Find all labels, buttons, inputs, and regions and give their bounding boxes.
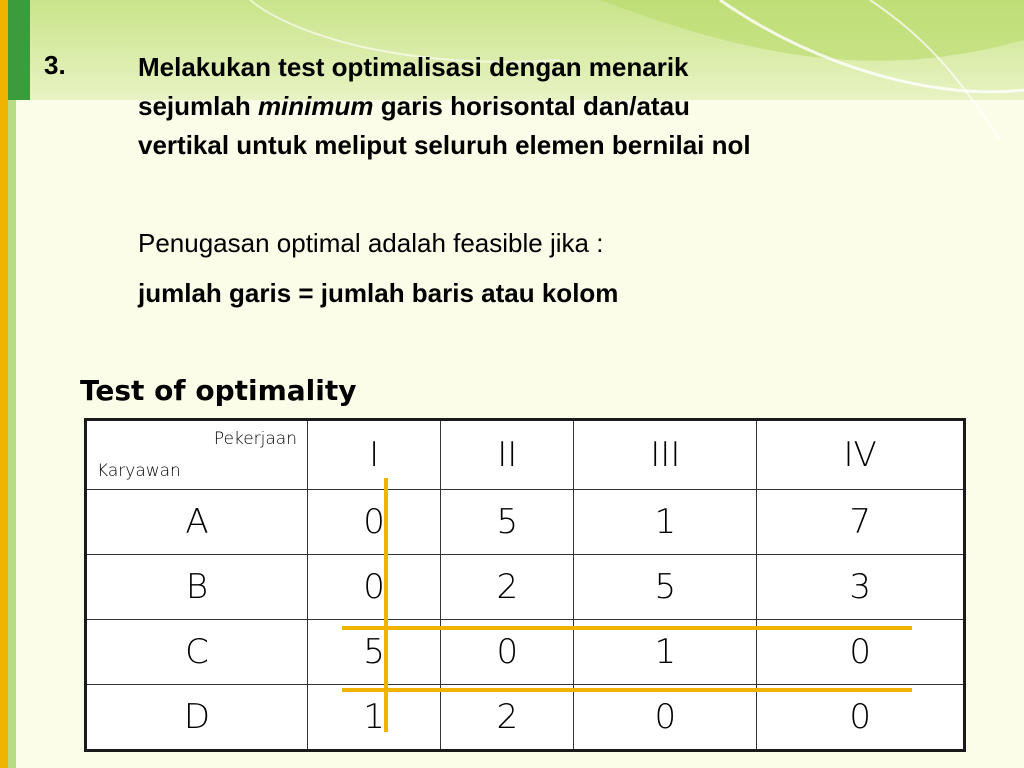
row-label: C: [86, 620, 308, 685]
corner-label-job: Pekerjaan: [213, 429, 297, 449]
table-row: [86, 620, 965, 685]
condition-text: Penugasan optimal adalah feasible jika :: [138, 228, 604, 258]
table-cell: 0: [757, 685, 965, 751]
row-label: B: [86, 555, 308, 620]
table-cell: 7: [757, 490, 965, 555]
table-header-row: [86, 420, 965, 490]
table-row: [86, 490, 965, 555]
table-cell: 0: [308, 555, 441, 620]
slide-heading: [138, 48, 998, 165]
heading-line-1: Melakukan test optimalisasi dengan menarik: [138, 52, 689, 82]
table-cell: 1: [574, 620, 757, 685]
table-cell: 2: [441, 685, 574, 751]
row-label: A: [86, 490, 308, 555]
table-cell: 3: [757, 555, 965, 620]
table-cell: 0: [574, 685, 757, 751]
heading-line-2-pre: sejumlah: [138, 91, 258, 121]
row-label: D: [86, 685, 308, 751]
table-cell: 0: [308, 490, 441, 555]
assignment-table: [84, 418, 966, 752]
heading-line-2: [138, 87, 998, 126]
item-number: 3.: [44, 50, 66, 80]
condition-rule: jumlah garis = jumlah baris atau kolom: [138, 278, 619, 308]
table-cell: 2: [441, 555, 574, 620]
table-title: Test of optimality: [80, 374, 357, 407]
heading-line-3: vertikal untuk meliput seluruh elemen bernilai nol: [138, 130, 751, 160]
corner-cell: [86, 420, 308, 490]
table-cell: 5: [574, 555, 757, 620]
heading-emphasis: minimum: [257, 91, 374, 121]
table-cell: 1: [574, 490, 757, 555]
corner-label-employee: Karyawan: [97, 461, 181, 481]
table-cell: 5: [308, 620, 441, 685]
table-cell: 0: [757, 620, 965, 685]
table-cell: 1: [308, 685, 441, 751]
table-row: [86, 555, 965, 620]
table-cell: 0: [441, 620, 574, 685]
column-header: IV: [757, 420, 965, 490]
column-header: I: [308, 420, 441, 490]
column-header: II: [441, 420, 574, 490]
table-row: [86, 685, 965, 751]
heading-line-2-post: garis horisontal dan/atau: [373, 91, 690, 121]
table-cell: 5: [441, 490, 574, 555]
column-header: III: [574, 420, 757, 490]
